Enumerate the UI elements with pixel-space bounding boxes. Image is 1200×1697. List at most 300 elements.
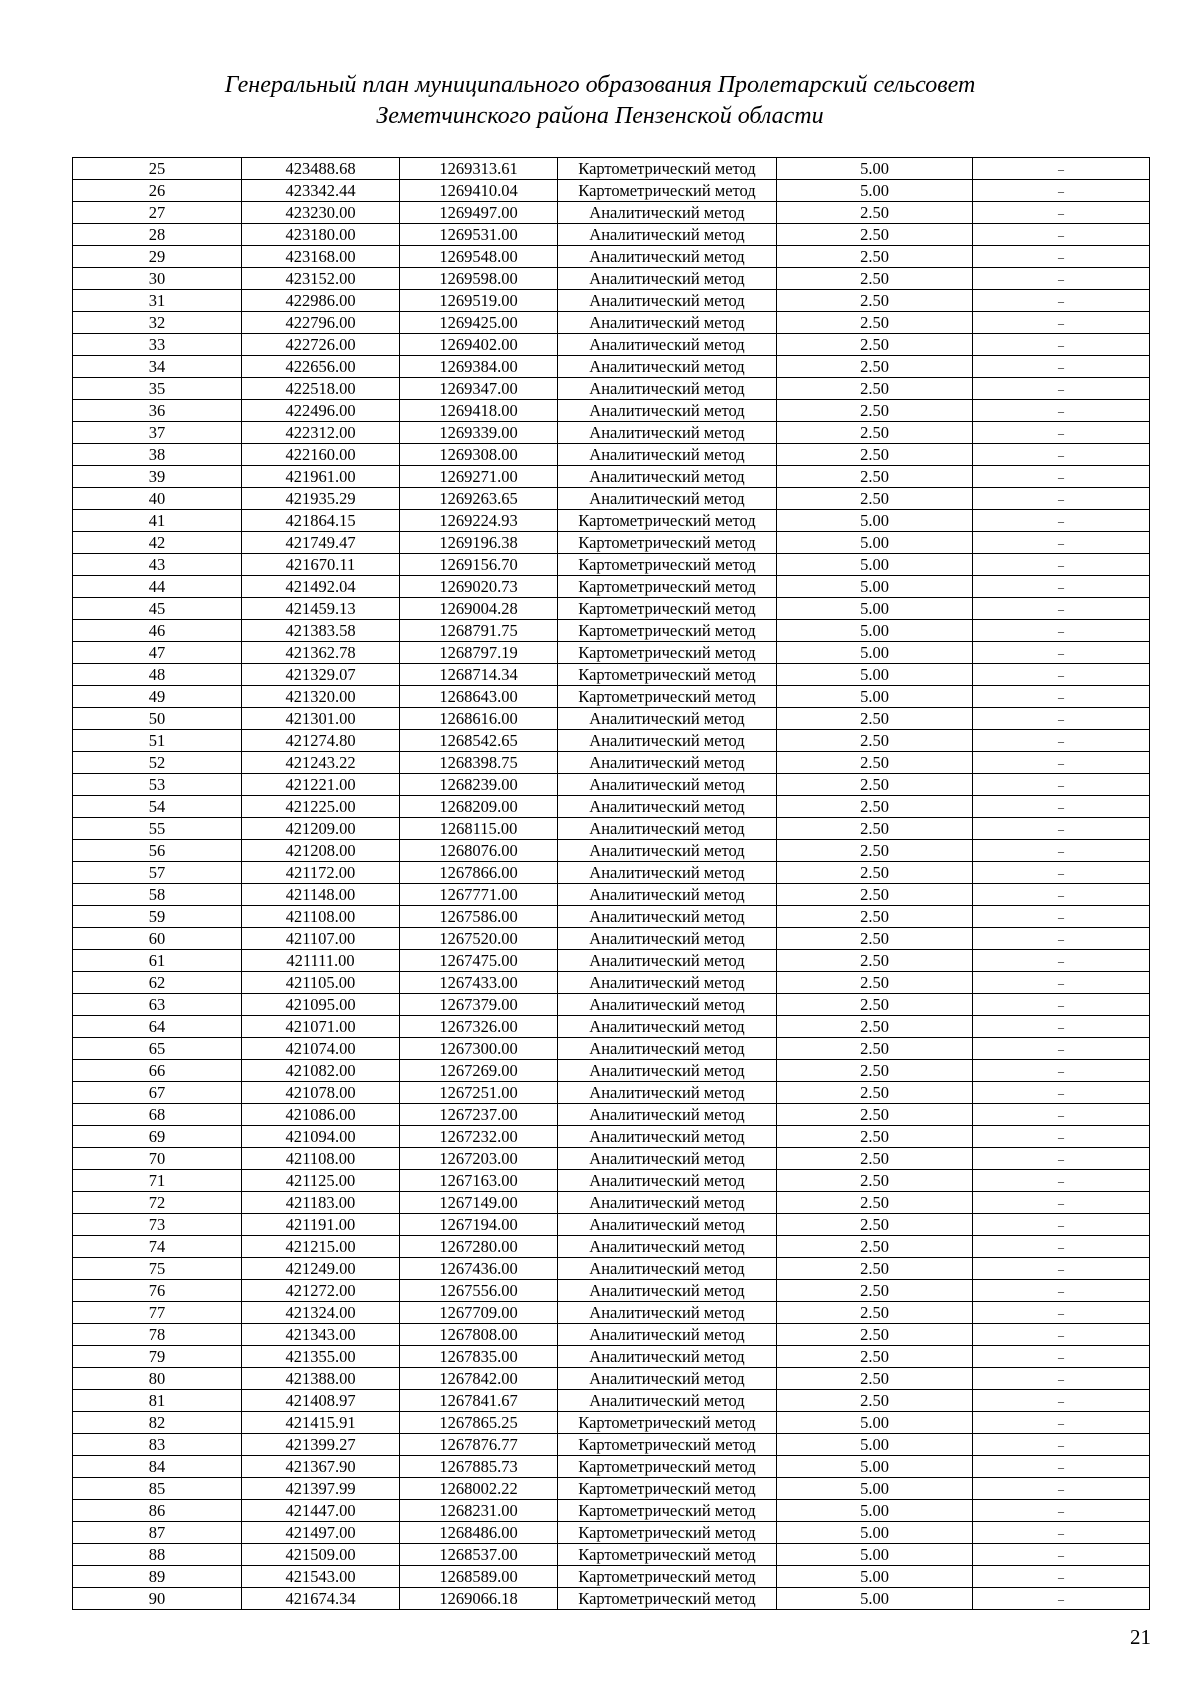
description-cell: – <box>973 1522 1150 1544</box>
table-row <box>73 598 1150 620</box>
description-cell: – <box>973 466 1150 488</box>
point-number-cell: 31 <box>73 290 242 312</box>
x-coordinate-cell: 421249.00 <box>242 1258 400 1280</box>
method-cell: Аналитический метод <box>558 928 777 950</box>
x-coordinate-cell: 421674.34 <box>242 1588 400 1610</box>
point-number-cell: 57 <box>73 862 242 884</box>
description-cell: – <box>973 994 1150 1016</box>
y-coordinate-cell: 1269156.70 <box>400 554 558 576</box>
x-coordinate-cell: 421362.78 <box>242 642 400 664</box>
method-cell: Картометрический метод <box>558 158 777 180</box>
y-coordinate-cell: 1269347.00 <box>400 378 558 400</box>
x-coordinate-cell: 421324.00 <box>242 1302 400 1324</box>
point-number-cell: 40 <box>73 488 242 510</box>
accuracy-cell: 2.50 <box>777 1126 973 1148</box>
description-cell: – <box>973 774 1150 796</box>
y-coordinate-cell: 1268002.22 <box>400 1478 558 1500</box>
description-cell: – <box>973 1544 1150 1566</box>
y-coordinate-cell: 1269066.18 <box>400 1588 558 1610</box>
y-coordinate-cell: 1267203.00 <box>400 1148 558 1170</box>
table-row <box>73 950 1150 972</box>
description-cell: – <box>973 972 1150 994</box>
description-cell: – <box>973 180 1150 202</box>
table-row <box>73 312 1150 334</box>
accuracy-cell: 5.00 <box>777 1478 973 1500</box>
method-cell: Аналитический метод <box>558 488 777 510</box>
point-number-cell: 82 <box>73 1412 242 1434</box>
method-cell: Аналитический метод <box>558 290 777 312</box>
accuracy-cell: 2.50 <box>777 928 973 950</box>
accuracy-cell: 2.50 <box>777 1060 973 1082</box>
y-coordinate-cell: 1267842.00 <box>400 1368 558 1390</box>
y-coordinate-cell: 1268398.75 <box>400 752 558 774</box>
x-coordinate-cell: 421415.91 <box>242 1412 400 1434</box>
method-cell: Аналитический метод <box>558 1236 777 1258</box>
accuracy-cell: 2.50 <box>777 1368 973 1390</box>
accuracy-cell: 2.50 <box>777 1214 973 1236</box>
y-coordinate-cell: 1268542.65 <box>400 730 558 752</box>
table-row <box>73 488 1150 510</box>
method-cell: Картометрический метод <box>558 1478 777 1500</box>
table-row <box>73 730 1150 752</box>
table-row <box>73 1368 1150 1390</box>
y-coordinate-cell: 1269271.00 <box>400 466 558 488</box>
x-coordinate-cell: 421107.00 <box>242 928 400 950</box>
method-cell: Аналитический метод <box>558 972 777 994</box>
table-row <box>73 818 1150 840</box>
table-row <box>73 994 1150 1016</box>
y-coordinate-cell: 1267251.00 <box>400 1082 558 1104</box>
x-coordinate-cell: 421447.00 <box>242 1500 400 1522</box>
accuracy-cell: 5.00 <box>777 554 973 576</box>
y-coordinate-cell: 1267149.00 <box>400 1192 558 1214</box>
method-cell: Картометрический метод <box>558 180 777 202</box>
point-number-cell: 59 <box>73 906 242 928</box>
point-number-cell: 89 <box>73 1566 242 1588</box>
point-number-cell: 88 <box>73 1544 242 1566</box>
x-coordinate-cell: 423180.00 <box>242 224 400 246</box>
point-number-cell: 43 <box>73 554 242 576</box>
accuracy-cell: 2.50 <box>777 1302 973 1324</box>
x-coordinate-cell: 423230.00 <box>242 202 400 224</box>
accuracy-cell: 5.00 <box>777 510 973 532</box>
accuracy-cell: 2.50 <box>777 356 973 378</box>
table-row <box>73 158 1150 180</box>
accuracy-cell: 5.00 <box>777 1566 973 1588</box>
method-cell: Картометрический метод <box>558 1566 777 1588</box>
description-cell: – <box>973 312 1150 334</box>
point-number-cell: 84 <box>73 1456 242 1478</box>
document-header <box>0 70 1200 132</box>
accuracy-cell: 2.50 <box>777 444 973 466</box>
x-coordinate-cell: 421095.00 <box>242 994 400 1016</box>
accuracy-cell: 2.50 <box>777 1104 973 1126</box>
x-coordinate-cell: 421082.00 <box>242 1060 400 1082</box>
method-cell: Картометрический метод <box>558 598 777 620</box>
point-number-cell: 38 <box>73 444 242 466</box>
x-coordinate-cell: 423488.68 <box>242 158 400 180</box>
y-coordinate-cell: 1267194.00 <box>400 1214 558 1236</box>
point-number-cell: 39 <box>73 466 242 488</box>
y-coordinate-cell: 1269497.00 <box>400 202 558 224</box>
table-row <box>73 1412 1150 1434</box>
table-row <box>73 1588 1150 1610</box>
accuracy-cell: 5.00 <box>777 1456 973 1478</box>
description-cell: – <box>973 1038 1150 1060</box>
description-cell: – <box>973 906 1150 928</box>
accuracy-cell: 5.00 <box>777 620 973 642</box>
table-row <box>73 1456 1150 1478</box>
point-number-cell: 44 <box>73 576 242 598</box>
x-coordinate-cell: 421105.00 <box>242 972 400 994</box>
table-row <box>73 1192 1150 1214</box>
x-coordinate-cell: 421272.00 <box>242 1280 400 1302</box>
y-coordinate-cell: 1269339.00 <box>400 422 558 444</box>
description-cell: – <box>973 884 1150 906</box>
point-number-cell: 77 <box>73 1302 242 1324</box>
x-coordinate-cell: 421172.00 <box>242 862 400 884</box>
x-coordinate-cell: 421074.00 <box>242 1038 400 1060</box>
point-number-cell: 27 <box>73 202 242 224</box>
accuracy-cell: 2.50 <box>777 246 973 268</box>
accuracy-cell: 2.50 <box>777 1324 973 1346</box>
description-cell: – <box>973 1016 1150 1038</box>
table-row <box>73 1104 1150 1126</box>
point-number-cell: 64 <box>73 1016 242 1038</box>
point-number-cell: 74 <box>73 1236 242 1258</box>
method-cell: Картометрический метод <box>558 620 777 642</box>
accuracy-cell: 2.50 <box>777 268 973 290</box>
description-cell: – <box>973 1170 1150 1192</box>
method-cell: Аналитический метод <box>558 774 777 796</box>
description-cell: – <box>973 1060 1150 1082</box>
description-cell: – <box>973 1324 1150 1346</box>
description-cell: – <box>973 400 1150 422</box>
x-coordinate-cell: 421343.00 <box>242 1324 400 1346</box>
point-number-cell: 42 <box>73 532 242 554</box>
table-row <box>73 1390 1150 1412</box>
point-number-cell: 69 <box>73 1126 242 1148</box>
x-coordinate-cell: 421670.11 <box>242 554 400 576</box>
accuracy-cell: 2.50 <box>777 950 973 972</box>
point-number-cell: 47 <box>73 642 242 664</box>
x-coordinate-cell: 421094.00 <box>242 1126 400 1148</box>
y-coordinate-cell: 1268616.00 <box>400 708 558 730</box>
y-coordinate-cell: 1269425.00 <box>400 312 558 334</box>
accuracy-cell: 2.50 <box>777 224 973 246</box>
method-cell: Аналитический метод <box>558 334 777 356</box>
y-coordinate-cell: 1268714.34 <box>400 664 558 686</box>
x-coordinate-cell: 422656.00 <box>242 356 400 378</box>
table-row <box>73 290 1150 312</box>
y-coordinate-cell: 1267269.00 <box>400 1060 558 1082</box>
method-cell: Аналитический метод <box>558 1170 777 1192</box>
description-cell: – <box>973 1478 1150 1500</box>
document-title-line1: Генеральный план муниципального образования Пролетарский сельсовет <box>224 72 976 98</box>
x-coordinate-cell: 421209.00 <box>242 818 400 840</box>
accuracy-cell: 2.50 <box>777 400 973 422</box>
x-coordinate-cell: 421071.00 <box>242 1016 400 1038</box>
description-cell: – <box>973 928 1150 950</box>
table-row <box>73 180 1150 202</box>
accuracy-cell: 5.00 <box>777 158 973 180</box>
accuracy-cell: 2.50 <box>777 466 973 488</box>
table-row <box>73 202 1150 224</box>
method-cell: Аналитический метод <box>558 444 777 466</box>
point-number-cell: 73 <box>73 1214 242 1236</box>
point-number-cell: 63 <box>73 994 242 1016</box>
y-coordinate-cell: 1267280.00 <box>400 1236 558 1258</box>
table-row <box>73 1280 1150 1302</box>
method-cell: Аналитический метод <box>558 906 777 928</box>
y-coordinate-cell: 1267436.00 <box>400 1258 558 1280</box>
accuracy-cell: 2.50 <box>777 730 973 752</box>
method-cell: Аналитический метод <box>558 1346 777 1368</box>
description-cell: – <box>973 1346 1150 1368</box>
point-number-cell: 45 <box>73 598 242 620</box>
accuracy-cell: 2.50 <box>777 1390 973 1412</box>
description-cell: – <box>973 840 1150 862</box>
point-number-cell: 76 <box>73 1280 242 1302</box>
point-number-cell: 37 <box>73 422 242 444</box>
table-row <box>73 906 1150 928</box>
x-coordinate-cell: 421388.00 <box>242 1368 400 1390</box>
y-coordinate-cell: 1267865.25 <box>400 1412 558 1434</box>
accuracy-cell: 2.50 <box>777 862 973 884</box>
method-cell: Картометрический метод <box>558 576 777 598</box>
y-coordinate-cell: 1269020.73 <box>400 576 558 598</box>
method-cell: Картометрический метод <box>558 554 777 576</box>
method-cell: Аналитический метод <box>558 1148 777 1170</box>
method-cell: Аналитический метод <box>558 312 777 334</box>
method-cell: Картометрический метод <box>558 1522 777 1544</box>
y-coordinate-cell: 1268537.00 <box>400 1544 558 1566</box>
x-coordinate-cell: 422796.00 <box>242 312 400 334</box>
y-coordinate-cell: 1268115.00 <box>400 818 558 840</box>
y-coordinate-cell: 1269224.93 <box>400 510 558 532</box>
y-coordinate-cell: 1267771.00 <box>400 884 558 906</box>
y-coordinate-cell: 1269308.00 <box>400 444 558 466</box>
description-cell: – <box>973 686 1150 708</box>
x-coordinate-cell: 421543.00 <box>242 1566 400 1588</box>
y-coordinate-cell: 1268231.00 <box>400 1500 558 1522</box>
method-cell: Аналитический метод <box>558 378 777 400</box>
accuracy-cell: 2.50 <box>777 1016 973 1038</box>
point-number-cell: 79 <box>73 1346 242 1368</box>
table-row <box>73 466 1150 488</box>
x-coordinate-cell: 421367.90 <box>242 1456 400 1478</box>
y-coordinate-cell: 1267475.00 <box>400 950 558 972</box>
method-cell: Аналитический метод <box>558 1082 777 1104</box>
x-coordinate-cell: 421399.27 <box>242 1434 400 1456</box>
description-cell: – <box>973 1390 1150 1412</box>
method-cell: Аналитический метод <box>558 400 777 422</box>
accuracy-cell: 5.00 <box>777 686 973 708</box>
point-number-cell: 52 <box>73 752 242 774</box>
y-coordinate-cell: 1269418.00 <box>400 400 558 422</box>
y-coordinate-cell: 1267520.00 <box>400 928 558 950</box>
accuracy-cell: 2.50 <box>777 1280 973 1302</box>
accuracy-cell: 2.50 <box>777 1170 973 1192</box>
point-number-cell: 80 <box>73 1368 242 1390</box>
accuracy-cell: 2.50 <box>777 334 973 356</box>
x-coordinate-cell: 421408.97 <box>242 1390 400 1412</box>
accuracy-cell: 5.00 <box>777 1588 973 1610</box>
method-cell: Аналитический метод <box>558 1368 777 1390</box>
table-row <box>73 1060 1150 1082</box>
method-cell: Аналитический метод <box>558 994 777 1016</box>
accuracy-cell: 5.00 <box>777 598 973 620</box>
page-number: 21 <box>1130 1625 1151 1649</box>
x-coordinate-cell: 421108.00 <box>242 1148 400 1170</box>
description-cell: – <box>973 1236 1150 1258</box>
table-row <box>73 774 1150 796</box>
y-coordinate-cell: 1269384.00 <box>400 356 558 378</box>
method-cell: Аналитический метод <box>558 1060 777 1082</box>
point-number-cell: 85 <box>73 1478 242 1500</box>
method-cell: Аналитический метод <box>558 862 777 884</box>
method-cell: Аналитический метод <box>558 818 777 840</box>
point-number-cell: 86 <box>73 1500 242 1522</box>
accuracy-cell: 2.50 <box>777 884 973 906</box>
accuracy-cell: 2.50 <box>777 378 973 400</box>
table-row <box>73 884 1150 906</box>
table-row <box>73 1016 1150 1038</box>
description-cell: – <box>973 1104 1150 1126</box>
method-cell: Аналитический метод <box>558 1104 777 1126</box>
description-cell: – <box>973 422 1150 444</box>
method-cell: Аналитический метод <box>558 1280 777 1302</box>
x-coordinate-cell: 423152.00 <box>242 268 400 290</box>
table-row <box>73 708 1150 730</box>
y-coordinate-cell: 1269004.28 <box>400 598 558 620</box>
description-cell: – <box>973 818 1150 840</box>
table-row <box>73 796 1150 818</box>
description-cell: – <box>973 1280 1150 1302</box>
method-cell: Картометрический метод <box>558 642 777 664</box>
point-number-cell: 65 <box>73 1038 242 1060</box>
description-cell: – <box>973 598 1150 620</box>
accuracy-cell: 2.50 <box>777 1258 973 1280</box>
coordinates-table-body <box>73 158 1150 1610</box>
description-cell: – <box>973 1368 1150 1390</box>
description-cell: – <box>973 1126 1150 1148</box>
description-cell: – <box>973 290 1150 312</box>
point-number-cell: 90 <box>73 1588 242 1610</box>
point-number-cell: 28 <box>73 224 242 246</box>
x-coordinate-cell: 421108.00 <box>242 906 400 928</box>
method-cell: Аналитический метод <box>558 840 777 862</box>
description-cell: – <box>973 246 1150 268</box>
table-row <box>73 1478 1150 1500</box>
method-cell: Аналитический метод <box>558 1038 777 1060</box>
description-cell: – <box>973 664 1150 686</box>
method-cell: Картометрический метод <box>558 532 777 554</box>
table-row <box>73 862 1150 884</box>
point-number-cell: 58 <box>73 884 242 906</box>
table-row <box>73 686 1150 708</box>
x-coordinate-cell: 421243.22 <box>242 752 400 774</box>
accuracy-cell: 5.00 <box>777 180 973 202</box>
table-row <box>73 1522 1150 1544</box>
table-row <box>73 1236 1150 1258</box>
table-row <box>73 620 1150 642</box>
method-cell: Аналитический метод <box>558 202 777 224</box>
x-coordinate-cell: 421301.00 <box>242 708 400 730</box>
method-cell: Аналитический метод <box>558 1258 777 1280</box>
accuracy-cell: 2.50 <box>777 1192 973 1214</box>
table-row <box>73 840 1150 862</box>
method-cell: Аналитический метод <box>558 1192 777 1214</box>
x-coordinate-cell: 421459.13 <box>242 598 400 620</box>
description-cell: – <box>973 1192 1150 1214</box>
table-row <box>73 928 1150 950</box>
x-coordinate-cell: 421864.15 <box>242 510 400 532</box>
y-coordinate-cell: 1267841.67 <box>400 1390 558 1412</box>
table-row <box>73 400 1150 422</box>
x-coordinate-cell: 422986.00 <box>242 290 400 312</box>
method-cell: Аналитический метод <box>558 422 777 444</box>
point-number-cell: 67 <box>73 1082 242 1104</box>
x-coordinate-cell: 421749.47 <box>242 532 400 554</box>
accuracy-cell: 2.50 <box>777 1038 973 1060</box>
table-row <box>73 1324 1150 1346</box>
y-coordinate-cell: 1267163.00 <box>400 1170 558 1192</box>
x-coordinate-cell: 421215.00 <box>242 1236 400 1258</box>
point-number-cell: 41 <box>73 510 242 532</box>
coordinates-table <box>72 157 1150 1610</box>
table-row <box>73 246 1150 268</box>
accuracy-cell: 5.00 <box>777 1500 973 1522</box>
x-coordinate-cell: 421397.99 <box>242 1478 400 1500</box>
method-cell: Аналитический метод <box>558 356 777 378</box>
table-row <box>73 510 1150 532</box>
method-cell: Аналитический метод <box>558 950 777 972</box>
method-cell: Аналитический метод <box>558 1324 777 1346</box>
table-row <box>73 334 1150 356</box>
point-number-cell: 48 <box>73 664 242 686</box>
y-coordinate-cell: 1267379.00 <box>400 994 558 1016</box>
accuracy-cell: 2.50 <box>777 422 973 444</box>
point-number-cell: 35 <box>73 378 242 400</box>
description-cell: – <box>973 378 1150 400</box>
y-coordinate-cell: 1269402.00 <box>400 334 558 356</box>
table-row <box>73 576 1150 598</box>
accuracy-cell: 2.50 <box>777 752 973 774</box>
description-cell: – <box>973 708 1150 730</box>
table-row <box>73 1258 1150 1280</box>
y-coordinate-cell: 1267556.00 <box>400 1280 558 1302</box>
x-coordinate-cell: 421221.00 <box>242 774 400 796</box>
x-coordinate-cell: 422312.00 <box>242 422 400 444</box>
method-cell: Аналитический метод <box>558 224 777 246</box>
y-coordinate-cell: 1269263.65 <box>400 488 558 510</box>
point-number-cell: 78 <box>73 1324 242 1346</box>
point-number-cell: 72 <box>73 1192 242 1214</box>
description-cell: – <box>973 202 1150 224</box>
accuracy-cell: 2.50 <box>777 796 973 818</box>
y-coordinate-cell: 1267866.00 <box>400 862 558 884</box>
y-coordinate-cell: 1267237.00 <box>400 1104 558 1126</box>
accuracy-cell: 2.50 <box>777 774 973 796</box>
accuracy-cell: 5.00 <box>777 1434 973 1456</box>
accuracy-cell: 2.50 <box>777 972 973 994</box>
accuracy-cell: 5.00 <box>777 1412 973 1434</box>
x-coordinate-cell: 421497.00 <box>242 1522 400 1544</box>
description-cell: – <box>973 1302 1150 1324</box>
description-cell: – <box>973 1500 1150 1522</box>
x-coordinate-cell: 421078.00 <box>242 1082 400 1104</box>
